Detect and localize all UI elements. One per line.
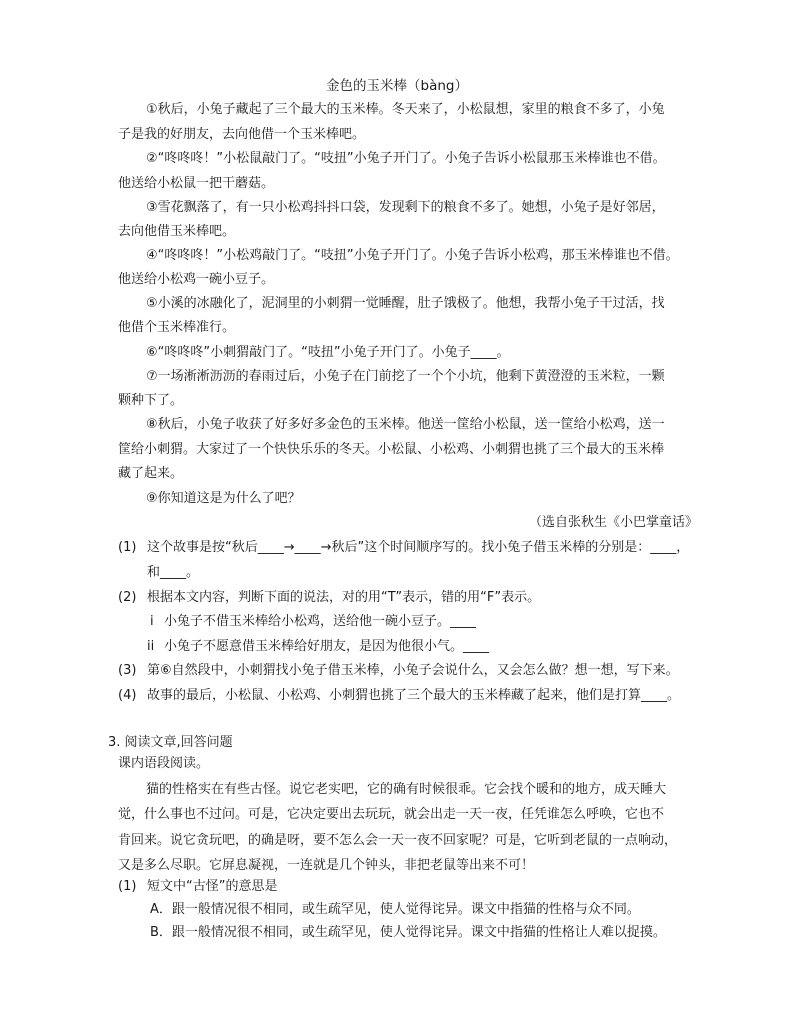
sub-question-text: 小兔子不愿意借玉米棒给好朋友，是因为他很小气。____ <box>164 639 490 654</box>
sub-question-number: i <box>150 614 154 629</box>
passage-line: 肯回来。说它贪玩吧，的确是呀，要不怎么会一天一夜不回家呢？可是，它听到老鼠的一点响动， <box>118 833 678 848</box>
story-paragraph-line: 去向他借玉米棒吧。 <box>118 224 236 239</box>
question-number: (1) <box>118 540 137 555</box>
passage-line: 猫的性格实在有些古怪。说它老实吧，它的确有时候很乖。它会找个暖和的地方，成天睡大 <box>146 782 667 797</box>
question-text: 故事的最后，小松鼠、小松鸡、小刺猬也挑了三个最大的玉米棒藏了起来，他们是打算____。 <box>147 688 681 703</box>
story-paragraph-line: 颗种下了。 <box>118 393 184 408</box>
answer-option-b[interactable]: B．跟一般情况很不相同，或生疏罕见，使人觉得诧异。课文中指猫的性格让人难以捉摸。 <box>150 925 666 940</box>
question-text: 根据本文内容，判断下面的说法，对的用“T”表示，错的用“F”表示。 <box>147 590 541 605</box>
sub-question-number: ii <box>147 639 155 654</box>
story-paragraph-line: 他送给小松鸡一碗小豆子。 <box>118 272 275 287</box>
section-intro: 课内语段阅读。 <box>118 756 210 771</box>
story-paragraph-line: 藏了起来。 <box>118 466 184 481</box>
question-text: 短文中“古怪”的意思是 <box>147 879 278 894</box>
question-number: (1) <box>118 879 137 894</box>
story-paragraph-line: ⑦一场淅淅沥沥的春雨过后，小兔子在门前挖了一个个小坑，他剩下黄澄澄的玉米粒，一颗 <box>146 369 665 384</box>
sub-question-text: 小兔子不借玉米棒给小松鸡，送给他一碗小豆子。____ <box>164 614 477 629</box>
story-paragraph-line: ⑥“咚咚咚”小刺猬敲门了。“吱扭”小兔子开门了。小兔子____。 <box>146 345 510 360</box>
story-paragraph-line: ①秋后，小兔子藏起了三个最大的玉米棒。冬天来了，小松鼠想，家里的粮食不多了，小兔 <box>146 102 665 117</box>
story-paragraph-line: 他借个玉米棒准行。 <box>118 320 236 335</box>
question-number: (3) <box>118 663 137 678</box>
question-text: 第⑥自然段中，小刺猬找小兔子借玉米棒，小兔子会说什么，又会怎么做？想一想，写下来。 <box>147 663 679 678</box>
story-title: 金色的玉米棒（bàng） <box>326 78 468 94</box>
question-text: 和____。 <box>147 565 200 580</box>
answer-option-a[interactable]: A．跟一般情况很不相同，或生疏罕见，使人觉得诧异。课文中指猫的性格与众不同。 <box>150 902 640 917</box>
story-paragraph-line: 筐给小刺猬。大家过了一个快快乐乐的冬天。小松鼠、小松鸡、小刺猬也挑了三个最大的玉米棒 <box>118 442 665 457</box>
question-text: 这个故事是按“秋后____→____→秋后”这个时间顺序写的。找小兔子借玉米棒的分别是：____， <box>147 540 690 555</box>
story-paragraph-line: ⑤小溪的冰融化了，泥洞里的小刺猬一觉睡醒，肚子饿极了。他想，我帮小兔子干过活，找 <box>146 296 665 311</box>
story-paragraph-line: ③雪花飘落了，有一只小松鸡抖抖口袋，发现剩下的粮食不多了。她想，小兔子是好邻居， <box>146 200 665 215</box>
story-paragraph-line: 他送给小松鼠一把干蘑菇。 <box>118 176 275 191</box>
question-number: (4) <box>118 688 137 703</box>
story-paragraph-line: ②“咚咚咚！”小松鼠敲门了。“吱扭”小兔子开门了。小兔子告诉小松鼠那玉米棒谁也不借。 <box>146 151 666 166</box>
story-paragraph-line: 子是我的好朋友，去向他借一个玉米棒吧。 <box>118 127 366 142</box>
passage-line: 觉，什么事也不过问。可是，它决定要出去玩玩，就会出走一天一夜，任凭谁怎么呼唤，它也不 <box>118 807 665 822</box>
story-paragraph-line: ⑧秋后，小兔子收获了好多好多金色的玉米棒。他送一筐给小松鼠，送一筐给小松鸡，送一 <box>146 417 665 432</box>
story-source: （选自张秋生《小巴掌童话》 <box>528 515 698 530</box>
story-paragraph-line: ④“咚咚咚！”小松鸡敲门了。“吱扭”小兔子开门了。小兔子告诉小松鸡，那玉米棒谁也不借。 <box>146 248 679 263</box>
section-heading: 3. 阅读文章,回答问题 <box>108 735 233 750</box>
story-paragraph-line: ⑨你知道这是为什么了吧？ <box>146 491 301 506</box>
question-number: (2) <box>118 590 137 605</box>
passage-line: 又是多么尽职。它屏息凝视，一连就是几个钟头，非把老鼠等出来不可！ <box>118 858 535 873</box>
